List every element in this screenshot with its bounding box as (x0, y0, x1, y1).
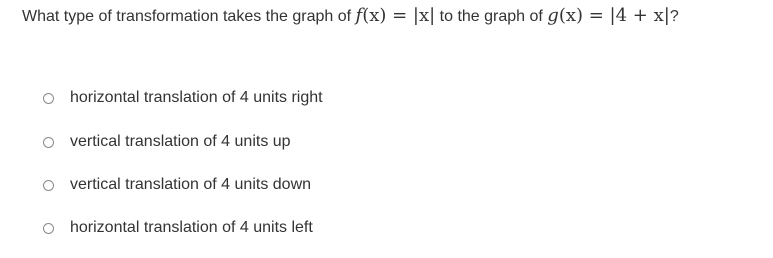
question-suffix: ? (669, 8, 679, 25)
answer-option-3[interactable] (43, 174, 311, 196)
g-function-definition: = |4 + x| (583, 5, 670, 26)
radio-button-4[interactable] (43, 223, 54, 234)
question-text (22, 4, 679, 29)
answer-option-4[interactable] (43, 217, 313, 239)
radio-button-1[interactable] (43, 93, 54, 104)
question-middle: to the graph of (435, 8, 548, 25)
radio-button-2[interactable] (43, 137, 54, 148)
f-of-x-expression (356, 5, 436, 26)
answer-option-1[interactable] (43, 87, 323, 109)
f-function-definition: = |x| (386, 5, 436, 26)
answer-option-4-label[interactable]: horizontal translation of 4 units left (70, 219, 313, 236)
f-function-arg: (x) (362, 5, 387, 26)
g-of-x-expression (547, 5, 670, 26)
question-prefix: What type of transformation takes the graph of (22, 8, 356, 25)
g-function-arg: (x) (558, 5, 584, 26)
answer-option-3-label[interactable]: vertical translation of 4 units down (70, 176, 312, 193)
g-function-name: g (547, 5, 559, 26)
f-function-name: f (355, 5, 363, 26)
answer-option-2-label[interactable]: vertical translation of 4 units up (70, 133, 291, 150)
answer-option-1-label[interactable]: horizontal translation of 4 units right (70, 89, 323, 106)
radio-button-3[interactable] (43, 180, 54, 191)
answer-option-2[interactable] (43, 131, 291, 153)
